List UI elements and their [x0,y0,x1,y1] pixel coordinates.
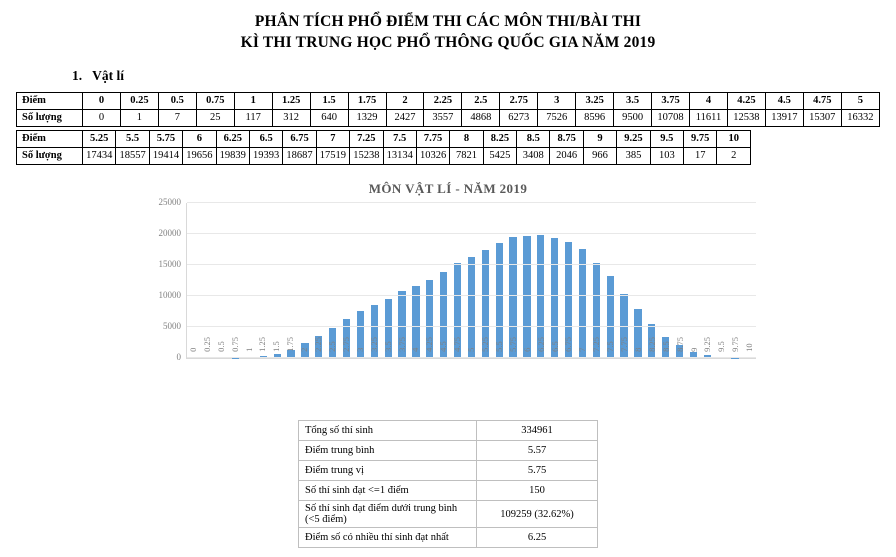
table-cell: 0 [83,92,121,109]
summary-table [298,420,598,548]
chart-bar-cell [298,203,312,358]
summary-label: Điểm trung vị [299,461,477,481]
table-cell: 5.75 [149,130,182,147]
table-cell: 17519 [316,147,349,164]
summary-panel [298,420,598,548]
chart-x-tick [464,337,478,352]
chart-x-tick-label: 4.75 [452,336,463,352]
chart-bar-cell [229,203,243,358]
chart-x-tick-label: 6 [521,347,532,352]
summary-row [299,481,598,501]
table-cell: 5 [841,92,879,109]
table-cell: 7 [316,130,349,147]
chart-x-tick [214,337,228,352]
chart-bar-cell [381,203,395,358]
chart-x-tick-label: 8.75 [674,336,685,352]
chart-x-tick-label: 5 [466,347,477,352]
summary-value: 334961 [477,421,598,441]
table-cell: 1 [120,109,158,126]
chart-x-tick-label: 1 [243,347,254,352]
chart-bar-cell [714,203,728,358]
chart-x-tick-label: 1.25 [257,336,268,352]
chart-plot-area [158,196,756,362]
chart-bar-cell [534,203,548,358]
chart-bar-cell [465,203,479,358]
chart-bar-cell [284,203,298,358]
table-cell: 2046 [550,147,583,164]
chart-y-tick-label: 25000 [158,196,181,207]
chart-x-tick-label: 6.75 [563,336,574,352]
section-number: 1. [72,67,83,83]
chart-bar-cell [506,203,520,358]
table-cell: 6.25 [216,130,249,147]
chart-bar-cell [603,203,617,358]
summary-row [299,501,598,528]
chart-x-tick [575,337,589,352]
chart-x-tick-label: 7.75 [619,336,630,352]
score-table-part1 [16,92,880,127]
table-cell: 3.5 [614,92,652,109]
chart-x-tick [311,337,325,352]
table-cell: 1.5 [310,92,348,109]
table-cell: 3 [538,92,576,109]
chart-x-tick-label: 0.25 [201,336,212,352]
table-cell: 4868 [462,109,500,126]
chart-x-tick-label: 8.25 [646,336,657,352]
table-cell: 4.75 [803,92,841,109]
chart-bar-cell [270,203,284,358]
chart-x-tick [534,337,548,352]
chart-x-tick [242,337,256,352]
chart-x-tick [492,337,506,352]
chart-x-tick [228,337,242,352]
table-cell: 0 [83,109,121,126]
chart-y-tick-label: 0 [176,351,181,362]
chart-y-tick-label: 5000 [163,320,181,331]
chart-bar-cell [520,203,534,358]
table-cell: 7 [158,109,196,126]
chart-x-tick [728,337,742,352]
chart-gridline [163,320,756,331]
table-cell: 25 [196,109,234,126]
chart-x-tick [450,337,464,352]
chart-bar-cell [589,203,603,358]
table-cell: 8.5 [517,130,550,147]
chart-bar-cell [617,203,631,358]
chart-x-tick [409,337,423,352]
table-cell: 6273 [500,109,538,126]
chart-x-tick-label: 0.5 [215,341,226,352]
table-cell: 3557 [424,109,462,126]
table-cell: 18687 [283,147,316,164]
chart-y-tick-label: 10000 [158,289,181,300]
chart-x-tick-label: 7.5 [605,341,616,352]
table-cell: 9.75 [684,130,717,147]
chart-bar-cell [367,203,381,358]
table-cell: 0.25 [120,92,158,109]
table-row [17,130,751,147]
chart-y-tick-label: 15000 [158,258,181,269]
chart-bar-cell [673,203,687,358]
chart-bar-cell [256,203,270,358]
chart-x-tick [714,337,728,352]
chart-x-tick [297,337,311,352]
chart-x-tick-label: 3.75 [396,336,407,352]
score-distribution-chart [128,181,768,391]
chart-x-tick-label: 5.25 [479,336,490,352]
chart-x-tick-label: 5.75 [507,336,518,352]
chart-x-tick [631,337,645,352]
table-cell: 7821 [450,147,483,164]
summary-value: 5.75 [477,461,598,481]
chart-x-tick-label: 1.5 [271,341,282,352]
chart-x-tick [701,337,715,352]
chart-x-tick-label: 8 [632,347,643,352]
chart-bar-cell [478,203,492,358]
table-cell: 7.5 [383,130,416,147]
chart-x-tick-label: 5.5 [493,341,504,352]
chart-x-tick [659,337,673,352]
chart-x-tick-label: 9 [688,347,699,352]
table-cell: 17 [684,147,717,164]
table-cell: 966 [583,147,616,164]
chart-x-axis-labels [186,337,756,352]
table-cell: 11611 [690,109,728,126]
table-cell: 16332 [841,109,879,126]
table-cell: 10326 [416,147,449,164]
chart-bar-cell [728,203,742,358]
summary-row [299,441,598,461]
chart-title: MÔN VẬT LÍ - NĂM 2019 [368,180,528,196]
chart-x-tick-label: 4.5 [438,341,449,352]
chart-bar-cell [312,203,326,358]
chart-gridline [158,227,756,238]
chart-bar-cell [243,203,257,358]
chart-gridline [158,196,756,207]
chart-bar-cell [576,203,590,358]
chart-bar-cell [562,203,576,358]
table-cell: 4.25 [727,92,765,109]
table-cell: 8 [450,130,483,147]
table-cell: 10 [717,130,751,147]
chart-x-tick [617,337,631,352]
row-header-score: Điểm [17,92,83,109]
chart-x-tick-label: 3 [354,347,365,352]
chart-x-tick-label: 6.5 [549,341,560,352]
chart-x-tick [200,337,214,352]
chart-x-tick [506,337,520,352]
chart-x-tick [603,337,617,352]
score-tables [16,92,880,165]
row-header-count: Số lượng [17,109,83,126]
chart-bars [187,203,756,358]
chart-bar-cell [700,203,714,358]
chart-x-tick-label: 4.25 [424,336,435,352]
table-cell: 1.25 [272,92,310,109]
table-cell: 8.25 [483,130,516,147]
table-cell: 4 [690,92,728,109]
chart-bar-cell [354,203,368,358]
chart-x-tick-label: 2.75 [340,336,351,352]
row-header-count: Số lượng [17,147,83,164]
table-cell: 5425 [483,147,516,164]
chart-x-tick [269,337,283,352]
chart-bar-cell [742,203,756,358]
chart-bar-cell [423,203,437,358]
chart-x-tick [742,337,756,352]
chart-x-tick [520,337,534,352]
chart-x-tick [325,337,339,352]
chart-bar-cell [659,203,673,358]
table-cell: 1.75 [348,92,386,109]
row-header-score: Điểm [17,130,83,147]
chart-bar-cell [340,203,354,358]
chart-bar-cell [631,203,645,358]
chart-gridline [158,258,756,269]
table-cell: 7.25 [350,130,383,147]
chart-bar-cell [645,203,659,358]
table-cell: 5.5 [116,130,149,147]
chart-x-tick [561,337,575,352]
chart-x-tick-label: 1.75 [285,336,296,352]
summary-row [299,461,598,481]
table-cell: 8.75 [550,130,583,147]
chart-x-tick-label: 0.75 [229,336,240,352]
table-cell: 7526 [538,109,576,126]
table-cell: 3408 [517,147,550,164]
summary-label: Tổng số thí sinh [299,421,477,441]
table-cell: 2427 [386,109,424,126]
chart-x-tick-label: 7.25 [591,336,602,352]
chart-x-tick [353,337,367,352]
chart-x-tick [186,337,200,352]
chart-x-tick [645,337,659,352]
summary-row [299,421,598,441]
table-cell: 385 [617,147,650,164]
table-cell: 15307 [803,109,841,126]
chart-x-tick-label: 2 [299,347,310,352]
summary-label: Số thí sinh đạt điểm dưới trung bình (<5 điểm) [299,501,477,528]
chart-x-tick-label: 9.5 [716,341,727,352]
table-cell: 1 [234,92,272,109]
summary-label: Số thí sinh đạt <=1 điểm [299,481,477,501]
table-cell: 312 [272,109,310,126]
table-cell: 12538 [727,109,765,126]
table-cell: 9 [583,130,616,147]
chart-x-tick [673,337,687,352]
title-line-1: PHÂN TÍCH PHỔ ĐIỂM THI CÁC MÔN THI/BÀI THI [254,13,642,30]
summary-value: 6.25 [477,528,598,548]
chart-x-tick [422,337,436,352]
section-title: Vật lí [92,67,124,83]
table-cell: 0.5 [158,92,196,109]
table-cell: 2.5 [462,92,500,109]
table-cell: 2.75 [500,92,538,109]
table-row [17,92,880,109]
chart-x-tick [367,337,381,352]
chart-x-tick [436,337,450,352]
chart-y-tick-label: 20000 [158,227,181,238]
chart-x-tick [589,337,603,352]
chart-bar-cell [395,203,409,358]
chart-x-tick-label: 9.75 [730,336,741,352]
summary-row [299,528,598,548]
table-cell: 6.75 [283,130,316,147]
summary-value: 109259 (32.62%) [477,501,598,528]
chart-x-tick-label: 3.25 [368,336,379,352]
table-cell: 18557 [116,147,149,164]
summary-label: Điểm trung bình [299,441,477,461]
table-cell: 103 [650,147,683,164]
chart-gridline [158,289,756,300]
table-cell: 15238 [350,147,383,164]
chart-x-tick-label: 9.25 [702,336,713,352]
table-row [17,109,880,126]
table-cell: 117 [234,109,272,126]
chart-x-tick-label: 2.25 [313,336,324,352]
chart-x-tick [283,337,297,352]
score-table-part2 [16,130,751,165]
table-cell: 2 [717,147,751,164]
table-cell: 4.5 [765,92,803,109]
table-cell: 17434 [83,147,116,164]
chart-x-tick [339,337,353,352]
table-cell: 19393 [249,147,282,164]
table-cell: 640 [310,109,348,126]
table-cell: 13134 [383,147,416,164]
chart-x-tick-label: 7 [577,347,588,352]
chart-x-tick [381,337,395,352]
chart-x-tick-label: 8.5 [660,341,671,352]
chart-x-tick-label: 0 [187,347,198,352]
chart-bar-cell [687,203,701,358]
summary-value: 150 [477,481,598,501]
summary-value: 5.57 [477,441,598,461]
chart-x-tick [548,337,562,352]
table-cell: 3.25 [576,92,614,109]
table-cell: 19839 [216,147,249,164]
section-heading [72,68,896,84]
table-cell: 19656 [183,147,216,164]
table-cell: 7.75 [416,130,449,147]
chart-bar-cell [437,203,451,358]
chart-x-tick-label: 2.5 [327,341,338,352]
table-cell: 13917 [765,109,803,126]
table-cell: 6.5 [249,130,282,147]
table-cell: 9.25 [617,130,650,147]
chart-bar-cell [409,203,423,358]
chart-bar-cell [492,203,506,358]
title-line-2: KÌ THI TRUNG HỌC PHỔ THÔNG QUỐC GIA NĂM 2019 [240,33,656,51]
chart-x-tick [687,337,701,352]
table-row [17,147,751,164]
table-cell: 6 [183,130,216,147]
table-cell: 5.25 [83,130,116,147]
chart-x-tick-label: 3.5 [382,341,393,352]
chart-x-tick-label: 4 [410,347,421,352]
table-cell: 0.75 [196,92,234,109]
chart-x-tick-label: 10 [744,343,755,352]
chart-gridline [176,351,756,362]
table-cell: 9.5 [650,130,683,147]
summary-label: Điểm số có nhiều thí sinh đạt nhất [299,528,477,548]
table-cell: 10708 [652,109,690,126]
table-cell: 8596 [576,109,614,126]
page-title [0,0,896,54]
table-cell: 9500 [614,109,652,126]
chart-bar-cell [187,203,201,358]
table-cell: 19414 [149,147,182,164]
chart-bar-cell [451,203,465,358]
chart-x-tick [395,337,409,352]
chart-x-tick-label: 6.25 [535,336,546,352]
chart-bar-cell [326,203,340,358]
table-cell: 1329 [348,109,386,126]
chart-bar-cell [215,203,229,358]
table-cell: 2 [386,92,424,109]
chart-bar-cell [548,203,562,358]
table-cell: 2.25 [424,92,462,109]
chart-bar-cell [201,203,215,358]
chart-x-tick [478,337,492,352]
chart-x-tick [256,337,270,352]
table-cell: 3.75 [652,92,690,109]
